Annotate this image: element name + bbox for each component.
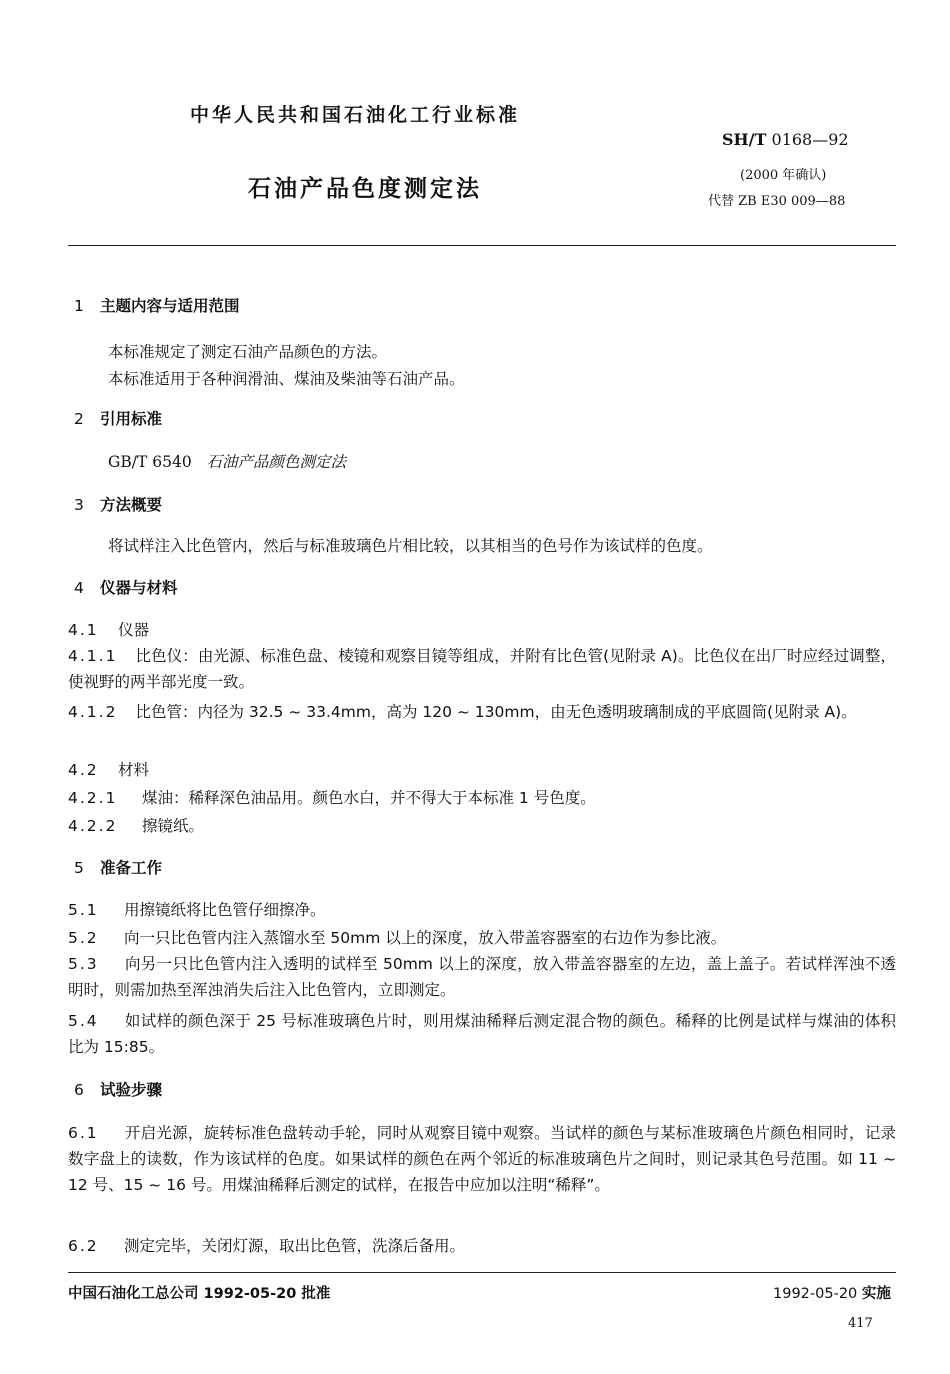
implementation-line [773, 1282, 891, 1303]
section-title: 准备工作 [100, 859, 163, 877]
clause-text: 向另一只比色管内注入透明的试样至 50mm 以上的深度，放入带盖容器室的左边，盖上盖子。若试样浑浊不透明时，则需加热至浑浊消失后注入比色管内，立即测定。 [68, 955, 896, 999]
replace-note: 代替 ZB E30 009—88 [708, 194, 846, 209]
clause-text: 开启光源，旋转标准色盘转动手轮，同时从观察目镜中观察。当试样的颜色与某标准玻璃色片颜色相同时，记录数字盘上的读数，作为该试样的色度。如果试样的颜色在两个邻近的标准玻璃色片之间时，则记录其色号范围。如 11 ~ 12 号、15 ~ 16 号。用煤油稀释后测定的试样，在报告中应加以注明“稀释”。 [68, 1124, 896, 1194]
implementation-label: 实施 [861, 1286, 891, 1302]
section-5-heading [74, 856, 162, 878]
clause-number: 5.1 [68, 901, 99, 919]
clause-number: 6.1 [68, 1124, 99, 1142]
clause-6-1 [68, 1120, 896, 1198]
clause-text: 擦镜纸。 [142, 817, 205, 835]
implementation-date: 1992-05-20 [773, 1286, 858, 1302]
footer-divider [68, 1272, 896, 1273]
clause-4-2-1 [68, 786, 596, 808]
reference-title: 石油产品颜色测定法 [206, 453, 347, 471]
section-title: 试验步骤 [100, 1081, 163, 1099]
reference-code: GB/T 6540 [108, 453, 192, 471]
section-1-heading [74, 294, 240, 316]
section-1-paragraph-1: 本标准规定了测定石油产品颜色的方法。 [108, 343, 388, 361]
clause-text: 煤油：稀释深色油品用。颜色水白，并不得大于本标准 1 号色度。 [142, 789, 596, 807]
section-number: 6 [74, 1081, 84, 1099]
page-number: 417 [848, 1316, 873, 1331]
standard-serial: 0168—92 [771, 130, 849, 149]
clause-4-2-2 [68, 814, 204, 836]
section-number: 2 [74, 410, 84, 428]
clause-number: 4.1.1 [68, 647, 118, 665]
standard-number [722, 130, 849, 149]
clause-number: 4.2.1 [68, 789, 118, 807]
clause-number: 4.2 [68, 761, 99, 779]
section-number: 3 [74, 496, 84, 514]
clause-5-1 [68, 898, 326, 920]
approval-line: 中国石油化工总公司 1992-05-20 批准 [68, 1286, 331, 1302]
clause-text: 用擦镜纸将比色管仔细擦净。 [124, 901, 326, 919]
section-1-paragraph-2: 本标准适用于各种润滑油、煤油及柴油等石油产品。 [108, 370, 465, 388]
section-number: 1 [74, 297, 84, 315]
clause-text: 测定完毕，关闭灯源，取出比色管，洗涤后备用。 [124, 1237, 466, 1255]
clause-number: 5.3 [68, 955, 99, 973]
clause-number: 5.2 [68, 929, 99, 947]
section-number: 5 [74, 859, 84, 877]
clause-number: 6.2 [68, 1237, 99, 1255]
clause-text: 向一只比色管内注入蒸馏水至 50mm 以上的深度，放入带盖容器室的右边作为参比液。 [124, 929, 727, 947]
section-title: 主题内容与适用范围 [100, 297, 240, 315]
document-title: 石油产品色度测定法 [248, 176, 482, 202]
section-3-heading [74, 493, 162, 515]
clause-4-1-2 [68, 699, 896, 725]
clause-text: 比色管：内径为 32.5 ~ 33.4mm，高为 120 ~ 130mm，由无色透明玻璃制成的平底圆筒(见附录 A)。 [135, 703, 857, 721]
clause-6-2 [68, 1234, 465, 1256]
standard-code: SH/T [722, 130, 767, 149]
section-4-heading [74, 576, 178, 598]
confirm-note: (2000 年确认) [740, 168, 827, 183]
clause-5-4 [68, 1008, 896, 1060]
clause-5-3 [68, 951, 896, 1003]
reference-standard [108, 450, 346, 472]
section-title: 仪器与材料 [100, 579, 178, 597]
section-title: 方法概要 [100, 496, 163, 514]
clause-4-2 [68, 758, 149, 780]
clause-number: 4.1 [68, 621, 99, 639]
header-divider [68, 245, 896, 246]
clause-number: 5.4 [68, 1012, 99, 1030]
org-standard-title: 中华人民共和国石油化工行业标准 [190, 104, 521, 126]
section-2-heading [74, 407, 162, 429]
clause-5-2 [68, 926, 726, 948]
clause-text: 如试样的颜色深于 25 号标准玻璃色片时，则用煤油稀释后测定混合物的颜色。稀释的比例是试样与煤油的体积比为 15:85。 [68, 1012, 896, 1056]
section-3-paragraph: 将试样注入比色管内，然后与标准玻璃色片相比较，以其相当的色号作为该试样的色度。 [108, 537, 713, 555]
clause-text: 仪器 [118, 621, 150, 639]
section-6-heading [74, 1078, 162, 1100]
clause-number: 4.2.2 [68, 817, 118, 835]
section-number: 4 [74, 579, 84, 597]
clause-number: 4.1.2 [68, 703, 118, 721]
section-title: 引用标准 [100, 410, 163, 428]
clause-4-1 [68, 618, 149, 640]
clause-text: 材料 [118, 761, 150, 779]
clause-4-1-1 [68, 643, 896, 695]
clause-text: 比色仪：由光源、标准色盘、棱镜和观察目镜等组成，并附有比色管(见附录 A)。比色仪在出厂时应经过调整，使视野的两半部光度一致。 [68, 647, 896, 691]
